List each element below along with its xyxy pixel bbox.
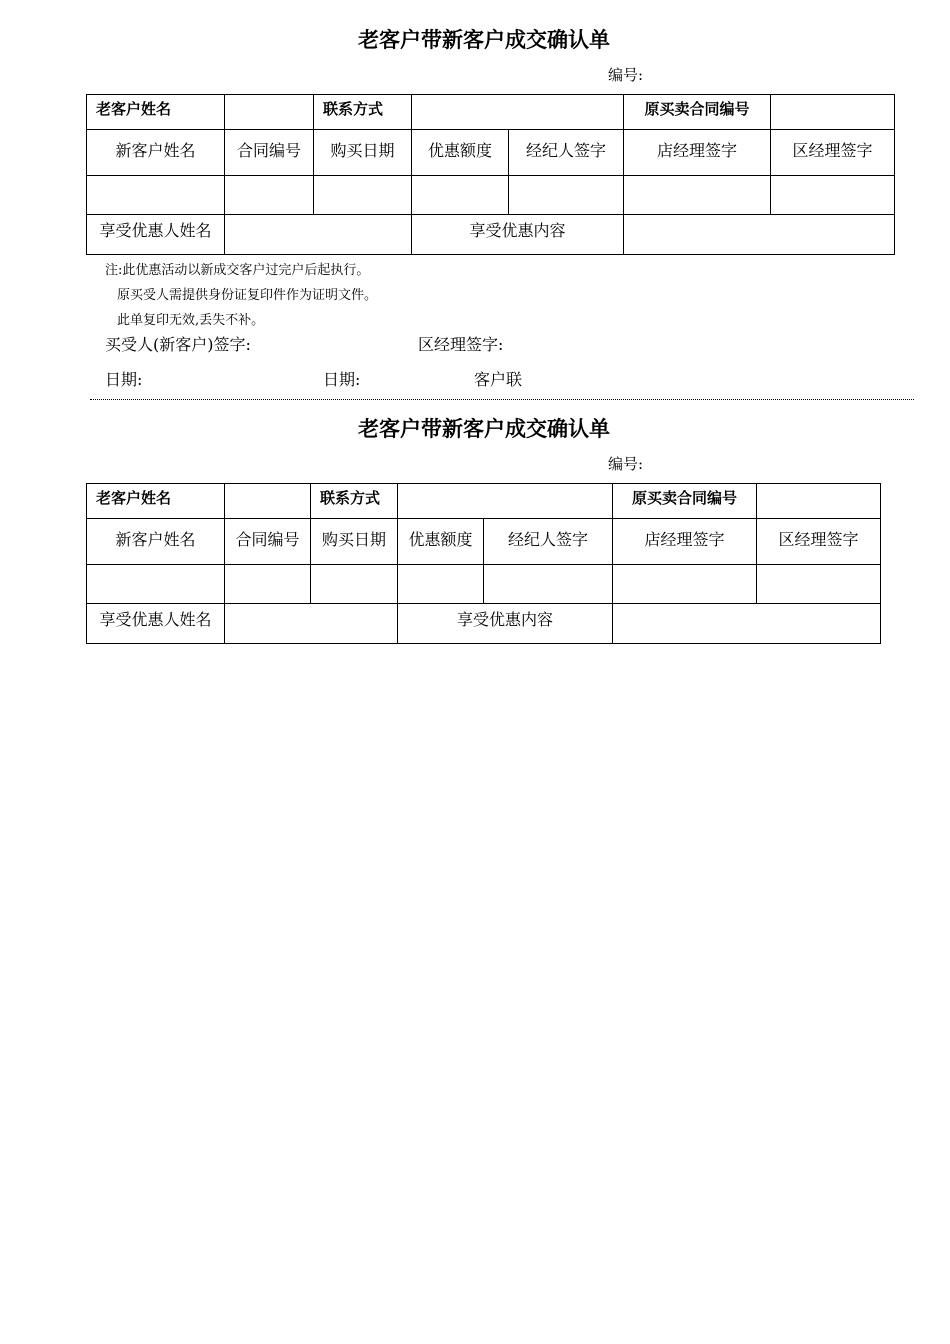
purchase-date-header: 购买日期 [314,130,412,176]
note-line-2: 原买受人需提供身份证复印件作为证明文件。 [117,288,378,303]
form-title: 老客户带新客户成交确认单 [358,28,610,52]
original-contract-no-field[interactable] [757,484,881,519]
discount-amount-header: 优惠额度 [412,130,509,176]
agent-signature-header: 经纪人签字 [484,519,613,565]
store-manager-signature-header: 店经理签字 [624,130,771,176]
contract-no-header: 合同编号 [225,519,311,565]
benefit-content-field[interactable] [613,604,881,644]
district-manager-signature-header: 区经理签字 [771,130,895,176]
store-manager-signature-field[interactable] [624,176,771,215]
beneficiary-name-label: 享受优惠人姓名 [87,215,225,255]
store-manager-signature-field[interactable] [613,565,757,604]
serial-number-label: 编号: [608,66,644,84]
new-customer-name-field[interactable] [87,176,225,215]
contract-no-header: 合同编号 [225,130,314,176]
serial-number-label-copy: 编号: [608,455,644,473]
agent-signature-field[interactable] [509,176,624,215]
benefit-content-field[interactable] [624,215,895,255]
discount-amount-field[interactable] [412,176,509,215]
cut-line [90,399,914,400]
discount-amount-field[interactable] [398,565,484,604]
district-manager-signature-field[interactable] [771,176,895,215]
original-contract-no-field[interactable] [771,95,895,130]
new-customer-name-header: 新客户姓名 [87,519,225,565]
benefit-content-label: 享受优惠内容 [412,215,624,255]
district-manager-signature-header: 区经理签字 [757,519,881,565]
copy-label: 客户联 [474,370,523,389]
form-title-copy: 老客户带新客户成交确认单 [358,417,610,441]
manager-date-label: 日期: [323,370,361,389]
store-manager-signature-header: 店经理签字 [613,519,757,565]
contact-field[interactable] [398,484,613,519]
purchase-date-header: 购买日期 [311,519,398,565]
contact-label: 联系方式 [314,95,412,130]
agent-signature-header: 经纪人签字 [509,130,624,176]
old-customer-name-label: 老客户姓名 [87,95,225,130]
beneficiary-name-field[interactable] [225,604,398,644]
beneficiary-name-field[interactable] [225,215,412,255]
original-contract-no-label: 原买卖合同编号 [624,95,771,130]
benefit-content-label: 享受优惠内容 [398,604,613,644]
district-manager-signature-field[interactable] [757,565,881,604]
new-customer-name-field[interactable] [87,565,225,604]
contact-label: 联系方式 [311,484,398,519]
buyer-date-label: 日期: [105,370,143,389]
beneficiary-name-label: 享受优惠人姓名 [87,604,225,644]
old-customer-name-label: 老客户姓名 [87,484,225,519]
contact-field[interactable] [412,95,624,130]
contract-no-field[interactable] [225,565,311,604]
note-line-3: 此单复印无效,丢失不补。 [117,313,265,328]
buyer-signature-label: 买受人(新客户)签字: [105,335,251,354]
purchase-date-field[interactable] [311,565,398,604]
old-customer-name-field[interactable] [225,95,314,130]
old-customer-name-field[interactable] [225,484,311,519]
contract-no-field[interactable] [225,176,314,215]
new-customer-name-header: 新客户姓名 [87,130,225,176]
original-contract-no-label: 原买卖合同编号 [613,484,757,519]
confirmation-table [86,94,895,255]
district-manager-signature-label: 区经理签字: [418,335,504,354]
discount-amount-header: 优惠额度 [398,519,484,565]
agent-signature-field[interactable] [484,565,613,604]
note-line-1: 注:此优惠活动以新成交客户过完户后起执行。 [105,263,370,278]
purchase-date-field[interactable] [314,176,412,215]
confirmation-table-copy [86,483,881,644]
